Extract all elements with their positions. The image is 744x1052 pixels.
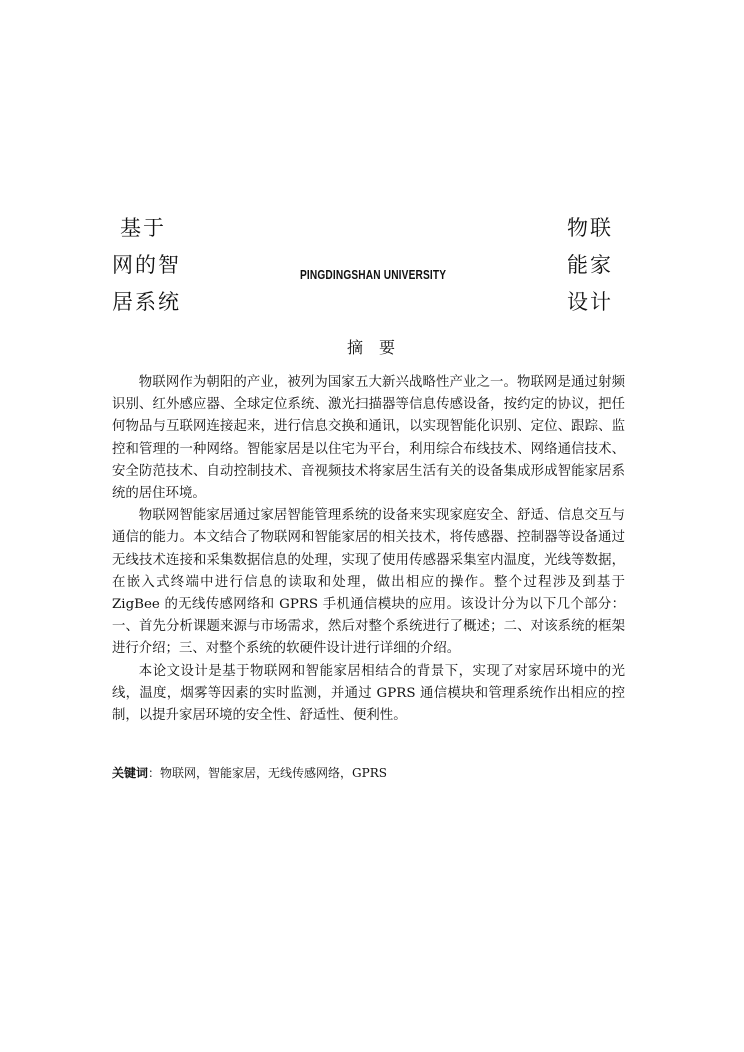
title-left-line-3: 居系统 [112, 290, 181, 314]
title-right-line-3: 设计 [567, 290, 613, 314]
abstract-heading: 摘要 [346, 338, 411, 357]
university-name: PINGDINGSHAN UNIVERSITY [300, 267, 447, 282]
title-right-block [567, 210, 613, 321]
keywords-label: 关键词 [112, 766, 149, 780]
title-right-line-2: 能家 [567, 253, 613, 277]
title-left-block [112, 210, 181, 321]
title-left-line-2: 网的智 [112, 253, 181, 277]
title-right-line-1: 物联 [567, 216, 613, 240]
keywords-text: 物联网，智能家居，无线传感网络，GPRS [160, 766, 387, 780]
keywords-separator: ： [148, 766, 161, 780]
abstract-paragraph-3: 本论文设计是基于物联网和智能家居相结合的背景下，实现了对家居环境中的光线，温度，烟雾等因素的实时监测，并通过 GPRS 通信模块和管理系统作出相应的控制，以提升家居环境的安全性、舒适性、便利性。 [112, 663, 625, 724]
abstract-paragraph-2: 物联网智能家居通过家居智能管理系统的设备来实现家庭安全、舒适、信息交互与通信的能力。本文结合了物联网和智能家居的相关技术，将传感器、控制器等设备通过无线技术连接和采集数据信息的处理，实现了使用传感器采集室内温度，光线等数据，在嵌入式终端中进行信息的读取和处理，做出相应的操作。整个过程涉及到基于 ZigBee 的无线传感网络和 GPRS 手机通信模块的应用。该设计分为以下几个部分：一、首先分析课题来源与市场需求，然后对整个系统进行了概述；二、对该系统的框架进行介绍；三、对整个系统的软硬件设计进行详细的介绍。 [112, 508, 625, 657]
abstract-body [112, 372, 625, 727]
keywords-line [112, 764, 625, 782]
abstract-paragraph-1: 物联网作为朝阳的产业，被列为国家五大新兴战略性产业之一。物联网是通过射频识别、红外感应器、全球定位系统、激光扫描器等信息传感设备，按约定的协议，把任何物品与互联网连接起来，进行信息交换和通讯，以实现智能化识别、定位、跟踪、监控和管理的一种网络。智能家居是以住宅为平台，利用综合布线技术、网络通信技术、安全防范技术、自动控制技术、音视频技术将家居生活有关的设备集成形成智能家居系统的居住环境。 [112, 375, 625, 502]
title-left-line-1: 基于 [120, 216, 166, 240]
